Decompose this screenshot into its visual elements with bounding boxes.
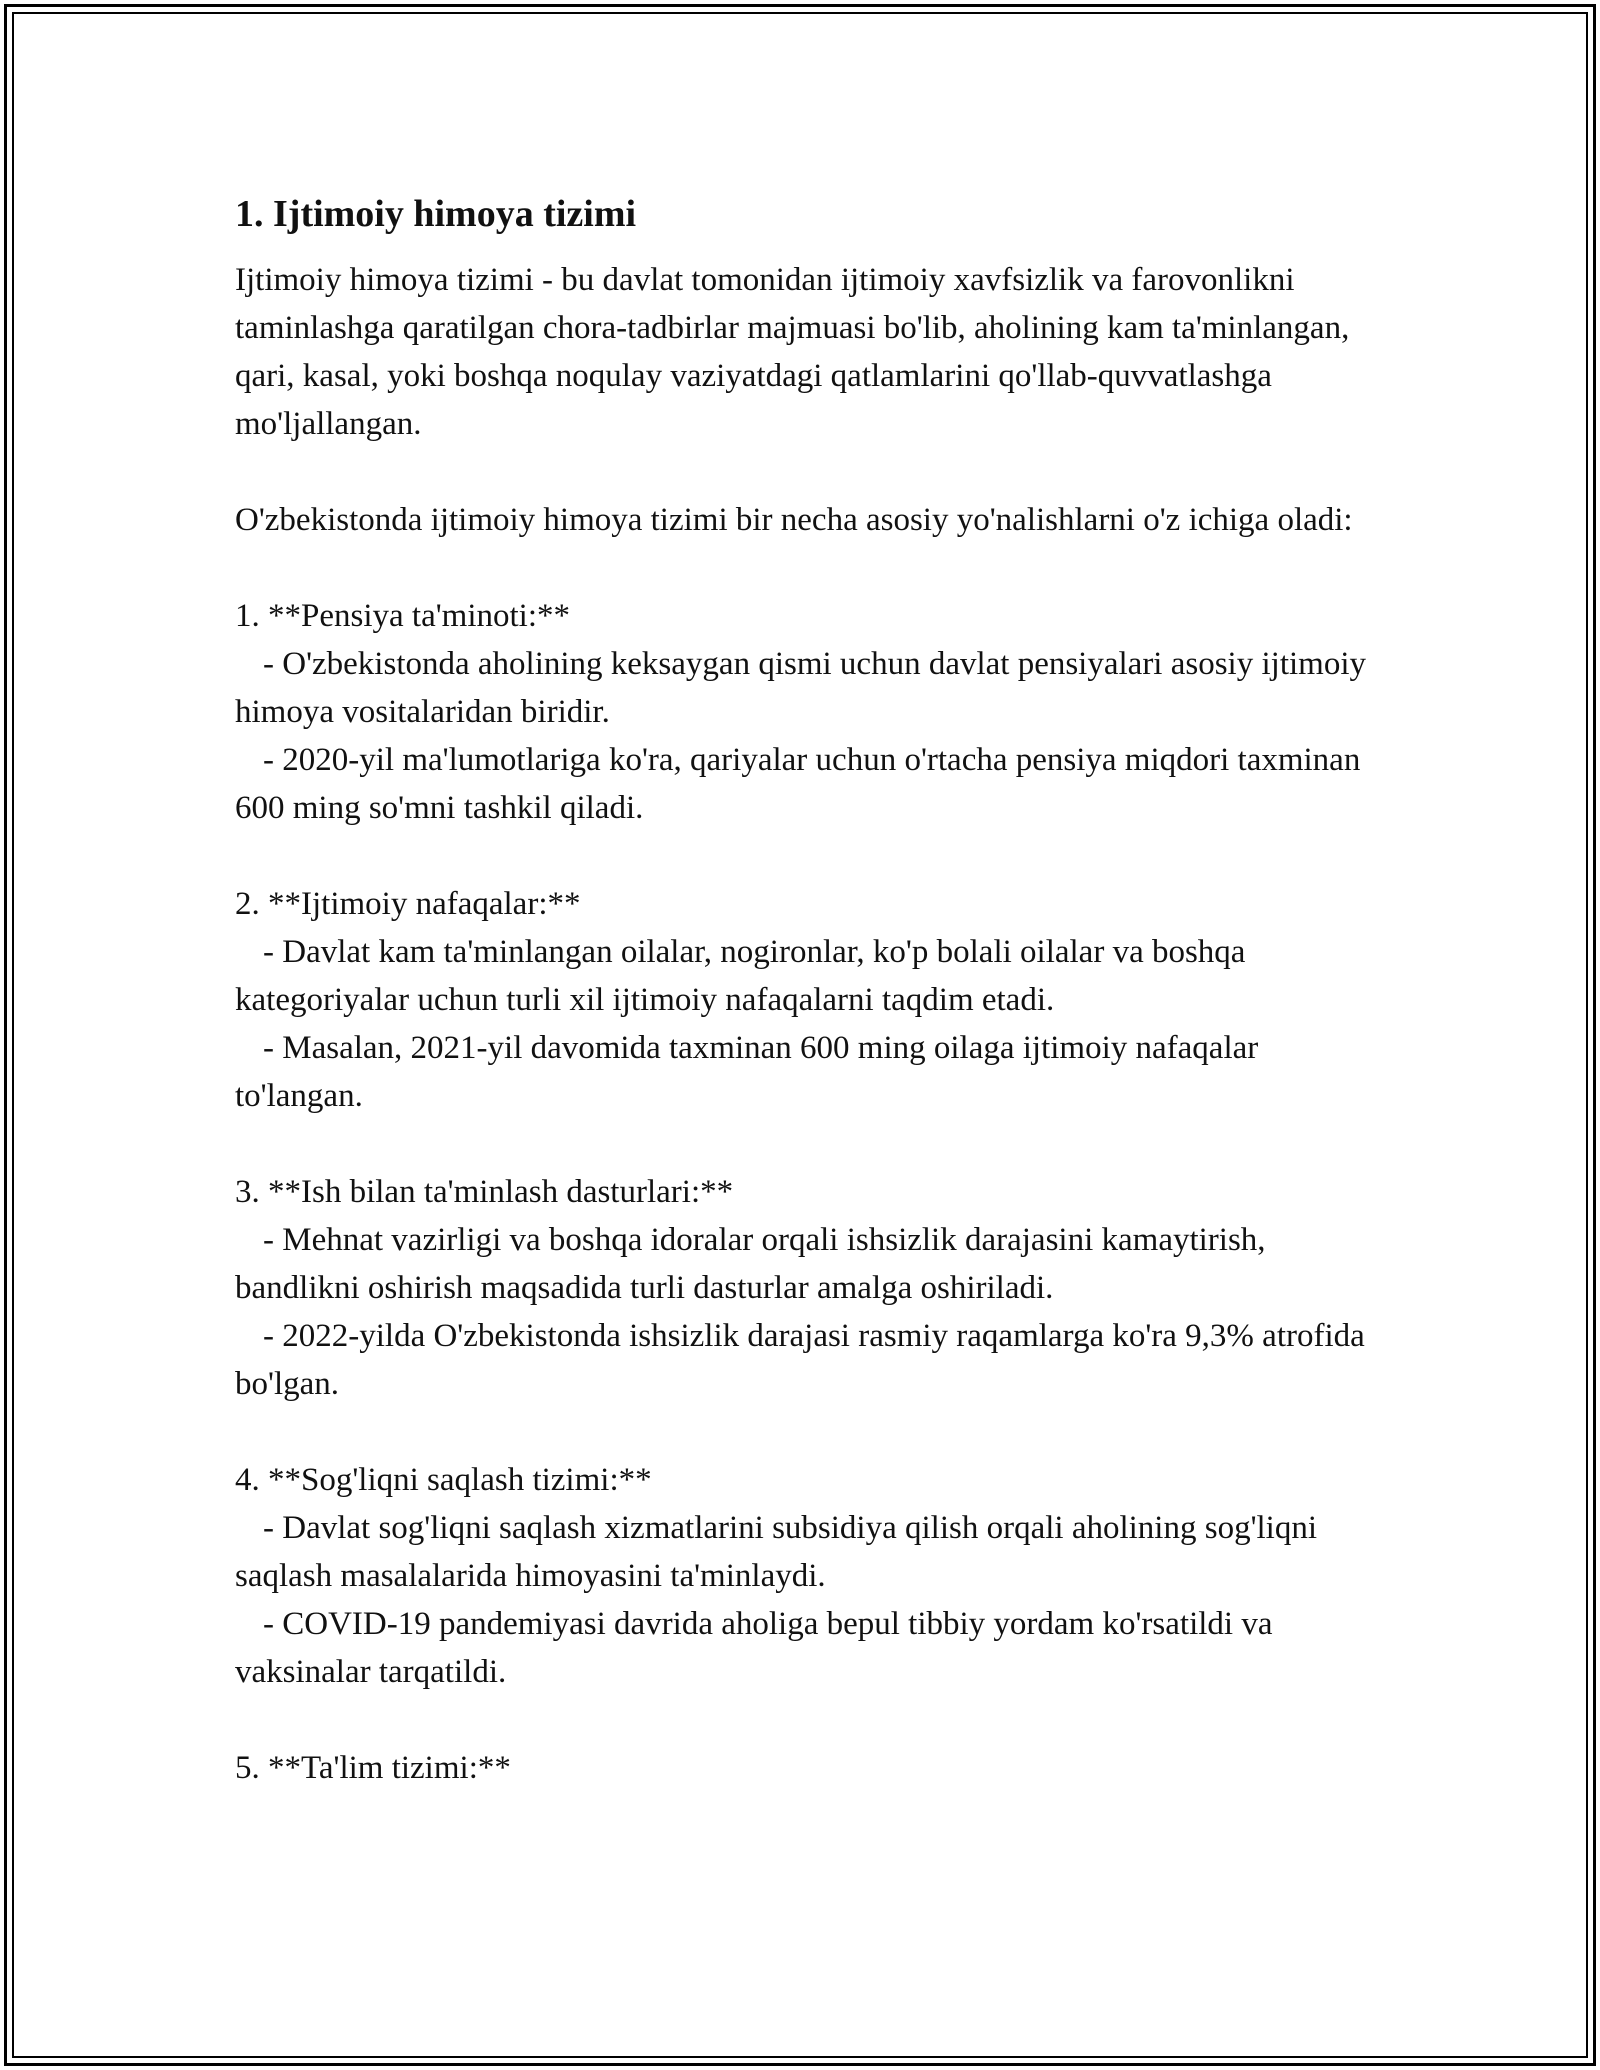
list-item-title: 5. **Ta'lim tizimi:** xyxy=(235,1750,511,1786)
list-item-bullet: - O'zbekistonda aholining keksaygan qismi uchun davlat pensiyalari asosiy ijtimoiy himoya vositalaridan biridir. xyxy=(235,646,1366,730)
section-heading: 1. Ijtimoiy himoya tizimi xyxy=(235,193,637,235)
list-item-bullet: - 2022-yilda O'zbekistonda ishsizlik darajasi rasmiy raqamlarga ko'ra 9,3% atrofida bo'lgan. xyxy=(235,1318,1365,1402)
list-item-title: 2. **Ijtimoiy nafaqalar:** xyxy=(235,886,581,922)
paragraph-gap xyxy=(235,448,1375,496)
lead-paragraph: O'zbekistonda ijtimoiy himoya tizimi bir necha asosiy yo'nalishlarni o'z ichiga oladi: xyxy=(235,502,1353,538)
list-item-bullet: - Davlat sog'liqni saqlash xizmatlarini subsidiya qilish orqali aholining sog'liqni saqlash masalalarida himoyasini ta'minlaydi. xyxy=(235,1510,1318,1594)
intro-paragraph: Ijtimoiy himoya tizimi - bu davlat tomonidan ijtimoiy xavfsizlik va farovonlikni taminlashga qaratilgan chora-tadbirlar majmuasi bo'lib, aholining kam ta'minlangan, qari, kasal, yoki boshqa noqulay vaziyatdagi qatlamlarini qo'llab-quvvatlashga mo'ljallangan. xyxy=(235,262,1350,442)
list-item-bullet: - COVID-19 pandemiyasi davrida aholiga bepul tibbiy yordam ko'rsatildi va vaksinalar tarqatildi. xyxy=(235,1606,1273,1690)
paragraph-gap xyxy=(235,544,1375,592)
paragraph-gap xyxy=(235,832,1375,880)
list-item-bullet: - 2020-yil ma'lumotlariga ko'ra, qariyalar uchun o'rtacha pensiya miqdori taxminan 600 ming so'mni tashkil qiladi. xyxy=(235,742,1361,826)
list-item-bullet: - Masalan, 2021-yil davomida taxminan 600 ming oilaga ijtimoiy nafaqalar to'langan. xyxy=(235,1030,1259,1114)
document-body xyxy=(235,188,1375,1792)
paragraph-gap xyxy=(235,1408,1375,1456)
paragraph-gap xyxy=(235,1120,1375,1168)
list-item-bullet: - Davlat kam ta'minlangan oilalar, nogironlar, ko'p bolali oilalar va boshqa kategoriyalar uchun turli xil ijtimoiy nafaqalarni taqdim etadi. xyxy=(235,934,1246,1018)
list-item-title: 1. **Pensiya ta'minoti:** xyxy=(235,598,571,634)
list-item-title: 4. **Sog'liqni saqlash tizimi:** xyxy=(235,1462,652,1498)
list-item-title: 3. **Ish bilan ta'minlash dasturlari:** xyxy=(235,1174,734,1210)
paragraph-gap xyxy=(235,1696,1375,1744)
list-item-bullet: - Mehnat vazirligi va boshqa idoralar orqali ishsizlik darajasini kamaytirish, bandlikni oshirish maqsadida turli dasturlar amalga oshiriladi. xyxy=(235,1222,1266,1306)
